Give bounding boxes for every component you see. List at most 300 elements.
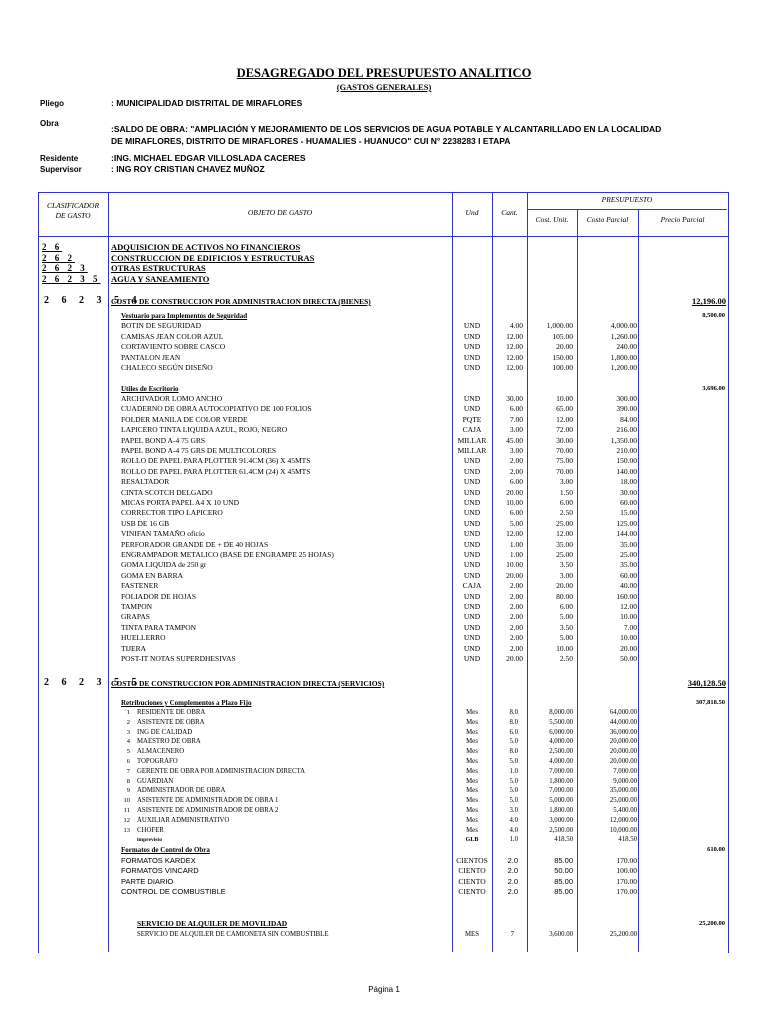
col-clasificador-2: DE GASTO (55, 211, 91, 220)
row-partial-cost: 84.00 (620, 414, 637, 424)
row-quantity: 30.00 (506, 394, 523, 403)
row-quantity: 6.00 (509, 477, 523, 487)
row-unit-cost: 50.00 (554, 866, 573, 876)
row-quantity: 2.0 (507, 887, 518, 897)
row-quantity: 8.0 (509, 709, 518, 716)
row-unit: UND (463, 477, 481, 487)
section-header (0, 384, 768, 394)
class-label: OTRAS ESTRUCTURAS (111, 263, 206, 274)
row-quantity: 1.00 (509, 539, 523, 549)
row-quantity: 4.00 (509, 321, 523, 330)
row-unit: Mes (466, 826, 478, 834)
row-unit: Mes (466, 777, 478, 785)
utiles-subtotal: 3,696.00 (702, 385, 725, 392)
row-description: ARCHIVADOR LOMO ANCHO (121, 394, 223, 403)
classification-labels (111, 242, 314, 284)
row-description: TIJERA (121, 643, 146, 653)
row-partial-cost: 210.00 (616, 446, 637, 455)
row-unit-cost: 6.00 (559, 498, 573, 507)
row-description: CUADERNO DE OBRA AUTOCOPIATIVO DE 100 FOLIOS (121, 404, 312, 414)
pliego-value: : MUNICIPALIDAD DISTRITAL DE MIRAFLORES (111, 98, 303, 108)
table-row (0, 488, 768, 498)
row-description: AUXILIAR ADMINISTRATIVO (137, 816, 230, 824)
table-row (0, 467, 768, 477)
row-number: 6 (126, 758, 130, 765)
row-unit: CIENTO (458, 866, 486, 876)
row-number: 1 (126, 709, 130, 716)
servicios-code: 2 6 2 3 5 5 (44, 677, 142, 688)
row-unit: Mes (466, 738, 478, 746)
row-description: GERENTE DE OBRA POR ADMINISTRACION DIRECTA (137, 767, 306, 775)
section-header (0, 311, 768, 321)
row-quantity: 2.00 (509, 643, 523, 653)
row-description: PAPEL BOND A-4 75 GRS DE MULTICOLORES (121, 446, 277, 455)
row-quantity: 6.0 (509, 728, 518, 736)
row-unit: CAJA (462, 425, 482, 435)
row-partial-cost: 1,350.00 (610, 435, 637, 445)
row-partial-cost: 144.00 (616, 529, 637, 539)
row-quantity: 5.0 (509, 797, 518, 805)
page-subtitle: (GASTOS GENERALES) (336, 82, 432, 92)
row-description: PARTE DIARIO (121, 876, 174, 886)
row-unit: UND (463, 498, 481, 507)
row-partial-cost: 30.00 (620, 487, 637, 497)
row-quantity: 12.00 (506, 352, 523, 362)
row-unit: UND (463, 560, 481, 570)
table-row (0, 477, 768, 487)
row-description: FORMATOS KARDEX (121, 856, 196, 865)
row-unit-cost: 70.00 (556, 466, 573, 476)
table-row (0, 592, 768, 602)
row-unit: Mes (466, 758, 478, 765)
table-row (0, 887, 768, 897)
row-quantity: 6.00 (509, 404, 523, 414)
row-description: ROLLO DE PAPEL PARA PLOTTER 61.4CM (24) X 45MTS (121, 466, 311, 476)
row-unit-cost: 1,000.00 (546, 321, 573, 330)
row-description: POST-IT NOTAS SUPERDHESIVAS (121, 654, 236, 663)
row-description: VINIFAN TAMAÑO oficio (121, 529, 205, 539)
row-partial-cost: 12.00 (620, 602, 637, 611)
row-unit-cost: 5,000.00 (549, 797, 573, 805)
row-partial-cost: 140.00 (616, 466, 637, 476)
row-unit-cost: 85.00 (554, 887, 573, 897)
row-partial-cost: 50.00 (620, 654, 637, 663)
row-quantity: 2.00 (509, 602, 523, 611)
formatos-subtotal: 610.00 (707, 846, 725, 853)
row-unit: MILLAR (457, 435, 487, 445)
row-description: HUELLERRO (121, 633, 166, 643)
row-partial-cost: 300.00 (616, 394, 637, 403)
row-number: 3 (126, 728, 130, 736)
row-description: TINTA PARA TAMPON (121, 622, 197, 632)
row-number: 2 (126, 718, 130, 726)
row-description: CHALECO SEGÚN DISEÑO (121, 363, 213, 372)
row-partial-cost: 25.00 (620, 550, 637, 559)
row-description: CONTROL DE COMBUSTIBLE (121, 887, 226, 897)
row-quantity: 1.0 (509, 836, 518, 844)
row-quantity: 3.00 (509, 446, 523, 455)
class-code: 2 6 2 (42, 252, 75, 263)
row-unit-cost: 2.50 (559, 654, 573, 663)
row-partial-cost: 35.00 (620, 539, 637, 549)
row-quantity: 5.0 (509, 777, 518, 785)
row-quantity: 12.00 (506, 363, 523, 372)
table-row (0, 446, 768, 456)
row-partial-cost: 4,000.00 (610, 321, 637, 330)
table-row (0, 404, 768, 414)
row-quantity: 5.0 (509, 758, 518, 765)
row-description: TAMPON (121, 602, 153, 611)
table-row (0, 519, 768, 529)
row-number: 5 (126, 748, 130, 756)
row-description: CAMISAS JEAN COLOR AZUL (121, 331, 224, 341)
row-unit: UND (463, 363, 481, 372)
col-costo-parcial: Costo Parcial (586, 215, 629, 224)
table-row (0, 737, 768, 747)
row-description: ASISTENTE DE ADMINISTRADOR DE OBRA 1 (137, 797, 279, 805)
formatos-title: Formatos de Control de Obra (121, 846, 210, 854)
row-partial-cost: 10.00 (620, 612, 637, 622)
row-unit: UND (463, 529, 481, 539)
row-description: CINTA SCOTCH DELGADO (121, 487, 213, 497)
class-label: AGUA Y SANEAMIENTO (111, 273, 210, 284)
row-number: 4 (126, 738, 130, 746)
row-quantity: 5.0 (509, 787, 518, 795)
row-unit-cost: 5,500.00 (549, 718, 573, 726)
row-description: USB DE 16 GB (121, 518, 170, 528)
row-description: CORRECTOR TIPO LAPICERO (121, 508, 223, 518)
row-quantity: 10.00 (506, 498, 523, 507)
col-objeto: OBJETO DE GASTO (247, 208, 313, 217)
row-unit-cost: 20.00 (556, 342, 573, 351)
row-unit: PQTE (462, 414, 482, 424)
row-unit: Mes (466, 787, 478, 795)
row-unit: UND (463, 550, 481, 559)
row-partial-cost: 125.00 (616, 518, 637, 528)
row-unit-cost: 20.00 (556, 581, 573, 591)
row-unit: GLB (465, 837, 479, 844)
table-row (0, 757, 768, 767)
bienes-total: 12,196.00 (692, 296, 726, 306)
row-partial-cost: 10.00 (620, 633, 637, 643)
section-header (0, 845, 768, 855)
row-partial-cost: 7,000.00 (613, 767, 637, 775)
vestuario-title: Vestuario para Implementos de Seguridad (121, 312, 248, 320)
row-partial-cost: 44,000.00 (609, 718, 637, 726)
table-row (0, 856, 768, 866)
row-unit: Mes (466, 728, 478, 736)
row-unit: UND (463, 602, 481, 611)
row-description: SERVICIO DE ALQUILER DE CAMIONETA SIN COMBUSTIBLE (137, 931, 329, 938)
row-quantity: 6.00 (509, 508, 523, 518)
col-cant: Cant. (501, 208, 518, 217)
row-partial-cost: 64,000.00 (609, 709, 637, 716)
table-row (0, 612, 768, 622)
bienes-code: 2 6 2 3 5 4 (44, 295, 142, 306)
row-unit-cost: 1.50 (559, 487, 573, 497)
row-unit-cost: 65.00 (556, 404, 573, 414)
row-unit: UND (463, 518, 481, 528)
row-unit-cost: 30.00 (556, 435, 573, 445)
row-unit: CIENTO (458, 887, 486, 897)
row-description: GOMA LIQUIDA de 250 gr (121, 560, 207, 570)
table-row (0, 728, 768, 738)
row-unit-cost: 70.00 (556, 446, 573, 455)
row-description: BOTIN DE SEGURIDAD (121, 321, 201, 330)
row-unit: UND (463, 591, 481, 601)
row-partial-cost: 216.00 (616, 425, 637, 435)
table-row (0, 796, 768, 806)
row-unit: UND (463, 643, 481, 653)
row-unit-cost: 5.00 (559, 633, 573, 643)
utiles-title: Utiles de Escritorio (121, 385, 179, 393)
row-quantity: 5.00 (509, 518, 523, 528)
row-partial-cost: 160.00 (616, 591, 637, 601)
row-unit-cost: 5.00 (559, 612, 573, 622)
row-unit-cost: 7,000.00 (549, 767, 573, 775)
table-row (0, 767, 768, 777)
row-quantity: 2.00 (509, 633, 523, 643)
row-partial-cost: 18.00 (620, 477, 637, 487)
row-quantity: 4.0 (509, 816, 518, 824)
row-unit-cost: 3,600.00 (549, 931, 573, 938)
obra-label: Obra (40, 119, 59, 128)
row-description: CHOFER (137, 826, 164, 834)
col-clasificador-1: CLASIFICADOR (46, 201, 100, 210)
row-unit-cost: 2.50 (559, 508, 573, 518)
row-quantity: 2.00 (509, 456, 523, 466)
table-row (0, 508, 768, 518)
table-row (0, 394, 768, 404)
table-row (0, 777, 768, 787)
table-row (0, 436, 768, 446)
row-quantity: 1.0 (509, 767, 518, 775)
table-row (0, 550, 768, 560)
row-partial-cost: 1,200.00 (610, 363, 637, 372)
row-partial-cost: 100.00 (616, 866, 637, 876)
row-unit-cost: 150.00 (552, 352, 573, 362)
row-unit-cost: 25.00 (556, 550, 573, 559)
vestuario-subtotal: 8,500.00 (702, 312, 725, 319)
table-row (0, 930, 768, 940)
table-row (0, 560, 768, 570)
row-partial-cost: 40.00 (620, 581, 637, 591)
row-description: MICAS PORTA PAPEL A4 X 10 UND (121, 498, 240, 507)
class-code: 2 6 (42, 242, 63, 252)
row-unit-cost: 3.50 (559, 560, 573, 570)
retribuciones-title: Retribuciones y Complementos a Plazo Fijo (121, 699, 252, 707)
row-unit-cost: 3,000.00 (549, 816, 573, 824)
row-unit: Mes (466, 816, 478, 824)
retribuciones-subtotal: 307,818.50 (695, 699, 725, 706)
row-quantity: 20.00 (506, 570, 523, 580)
table-row (0, 826, 768, 836)
row-description: LAPICERO TINTA LIQUIDA AZUL, ROJO, NEGRO (121, 425, 288, 435)
table-row (0, 654, 768, 664)
row-unit: CIENTOS (456, 856, 488, 865)
row-description: PANTALON JEAN (121, 352, 181, 362)
row-partial-cost: 170.00 (616, 856, 637, 865)
table-row (0, 425, 768, 435)
page-number: Página 1 (368, 985, 400, 994)
supervisor-value: : ING ROY CRISTIAN CHAVEZ MUÑOZ (111, 164, 265, 174)
obra-value-line1: :SALDO DE OBRA: "AMPLIACIÓN Y MEJORAMIENTO DE LOS SERVICIOS DE AGUA POTABLE Y ALCANTARILLADO EN LA LOCALIDAD (111, 124, 662, 134)
row-description: imprevisto (137, 837, 162, 844)
alquiler-title: SERVICIO DE ALQUILER DE MOVILIDAD (137, 919, 288, 928)
row-quantity: 45.00 (506, 435, 523, 445)
presupuesto-divider (527, 209, 727, 210)
row-description: MAESTRO DE OBRA (137, 738, 201, 746)
row-description: ING DE CALIDAD (137, 728, 193, 736)
row-partial-cost: 150.00 (616, 456, 637, 466)
row-unit-cost: 75.00 (556, 456, 573, 466)
row-unit-cost: 6.00 (559, 602, 573, 611)
row-unit-cost: 3.00 (559, 477, 573, 487)
row-partial-cost: 35.00 (620, 560, 637, 570)
row-unit: UND (463, 352, 481, 362)
row-unit: UND (463, 404, 481, 414)
row-unit: Mes (466, 767, 478, 775)
row-quantity: 8.0 (509, 748, 518, 756)
row-quantity: 2.00 (509, 581, 523, 591)
header-divider (38, 236, 728, 237)
table-row (0, 718, 768, 728)
table-row (0, 708, 768, 718)
row-description: ALMACENERO (137, 748, 185, 756)
row-partial-cost: 36,000.00 (609, 728, 637, 736)
row-unit-cost: 105.00 (552, 331, 573, 341)
table-row (0, 540, 768, 550)
row-quantity: 10.00 (506, 560, 523, 570)
row-partial-cost: 35,000.00 (609, 787, 637, 795)
row-partial-cost: 20,000.00 (609, 758, 637, 765)
row-unit: UND (463, 612, 481, 622)
row-unit: CIENTO (458, 876, 486, 886)
row-partial-cost: 1,260.00 (610, 331, 637, 341)
row-description: ADMINISTRADOR DE OBRA (137, 787, 226, 795)
row-description: FOLDER MANILA DE COLOR VERDE (121, 414, 248, 424)
class-code: 2 6 2 3 5 (42, 273, 101, 284)
table-row (0, 816, 768, 826)
row-partial-cost: 7.00 (623, 622, 637, 632)
row-unit-cost: 85.00 (554, 856, 573, 865)
col-cost-unit: Cost. Unit. (535, 215, 569, 224)
row-description: GOMA EN BARRA (121, 570, 184, 580)
row-quantity: 12.00 (506, 529, 523, 539)
row-number: 9 (126, 787, 130, 795)
row-unit-cost: 6,000.00 (549, 728, 573, 736)
row-unit-cost: 7,000.00 (549, 787, 573, 795)
table-row (0, 321, 768, 331)
row-description: PAPEL BOND A-4 75 GRS (121, 435, 206, 445)
row-quantity: 12.00 (506, 342, 523, 351)
row-partial-cost: 20,000.00 (609, 748, 637, 756)
row-unit-cost: 4,000.00 (549, 758, 573, 765)
row-unit: UND (463, 633, 481, 643)
row-unit-cost: 2,500.00 (549, 826, 573, 834)
row-quantity: 7.00 (509, 414, 523, 424)
table-row (0, 623, 768, 633)
row-description: ENGRAMPADOR METALICO (BASE DE ENGRAMPE 25 HOJAS) (121, 550, 334, 559)
supervisor-label: Supervisor (40, 165, 82, 174)
row-quantity: 12.00 (506, 331, 523, 341)
row-partial-cost: 60.00 (620, 570, 637, 580)
row-partial-cost: 390.00 (616, 404, 637, 414)
row-quantity: 8.0 (509, 718, 518, 726)
row-unit: UND (463, 456, 481, 466)
table-row (0, 602, 768, 612)
row-unit-cost: 100.00 (552, 363, 573, 372)
row-partial-cost: 418.50 (618, 836, 637, 844)
row-unit-cost: 418.50 (554, 836, 573, 844)
row-description: ROLLO DE PAPEL PARA PLOTTER 91.4CM (36) X 45MTS (121, 456, 311, 466)
table-row (0, 363, 768, 373)
class-code: 2 6 2 3 (42, 263, 88, 274)
row-number: 13 (123, 826, 130, 834)
row-unit: UND (463, 321, 481, 330)
row-unit: UND (463, 539, 481, 549)
row-unit: UND (463, 487, 481, 497)
row-unit-cost: 85.00 (554, 876, 573, 886)
table-row (0, 866, 768, 876)
row-unit: UND (463, 342, 481, 351)
table-row (0, 456, 768, 466)
row-unit-cost: 1,800.00 (549, 807, 573, 814)
residente-label: Residente (40, 154, 79, 163)
row-quantity: 3.00 (509, 425, 523, 435)
row-description: RESIDENTE DE OBRA (137, 709, 206, 716)
class-label: ADQUISICION DE ACTIVOS NO FINANCIEROS (111, 242, 301, 252)
row-description: ASISTENTE DE ADMINISTRADOR DE OBRA 2 (137, 807, 279, 814)
row-number: 8 (126, 777, 130, 785)
servicios-total: 340,128.50 (687, 678, 726, 688)
row-description: FOLIADOR DE HOJAS (121, 591, 197, 601)
table-row (0, 529, 768, 539)
row-description: GUARDIAN (137, 777, 174, 785)
row-unit-cost: 2,500.00 (549, 748, 573, 756)
row-partial-cost: 170.00 (616, 876, 637, 886)
row-unit: UND (463, 466, 481, 476)
table-row (0, 747, 768, 757)
row-description: CORTAVIENTO SOBRE CASCO (121, 342, 226, 351)
classification-codes (42, 242, 101, 284)
row-unit: MILLAR (457, 446, 487, 455)
row-partial-cost: 25,200.00 (609, 931, 637, 938)
servicios-title: COSTO DE CONSTRUCCION POR ADMINISTRACION DIRECTA (SERVICIOS) (111, 679, 385, 688)
row-unit: UND (463, 570, 481, 580)
row-unit: Mes (466, 748, 478, 756)
row-quantity: 3.0 (509, 807, 518, 814)
row-unit-cost: 4,000.00 (549, 738, 573, 746)
row-number: 7 (126, 767, 130, 775)
col-und: Und (465, 208, 479, 217)
row-quantity: 2.0 (507, 876, 518, 886)
row-unit: Mes (466, 709, 478, 716)
row-partial-cost: 240.00 (616, 342, 637, 351)
alquiler-subtotal: 25,200.00 (699, 920, 725, 927)
row-partial-cost: 12,000.00 (609, 816, 637, 824)
table-row (0, 415, 768, 425)
table-row (0, 806, 768, 816)
row-unit-cost: 12.00 (556, 529, 573, 539)
row-unit-cost: 80.00 (556, 591, 573, 601)
class-label: CONSTRUCCION DE EDIFICIOS Y ESTRUCTURAS (111, 252, 315, 263)
row-unit-cost: 35.00 (556, 539, 573, 549)
row-unit-cost: 1,800.00 (549, 777, 573, 785)
row-unit: UND (463, 654, 481, 663)
row-unit: Mes (466, 718, 478, 726)
pliego-label: Pliego (40, 99, 65, 108)
